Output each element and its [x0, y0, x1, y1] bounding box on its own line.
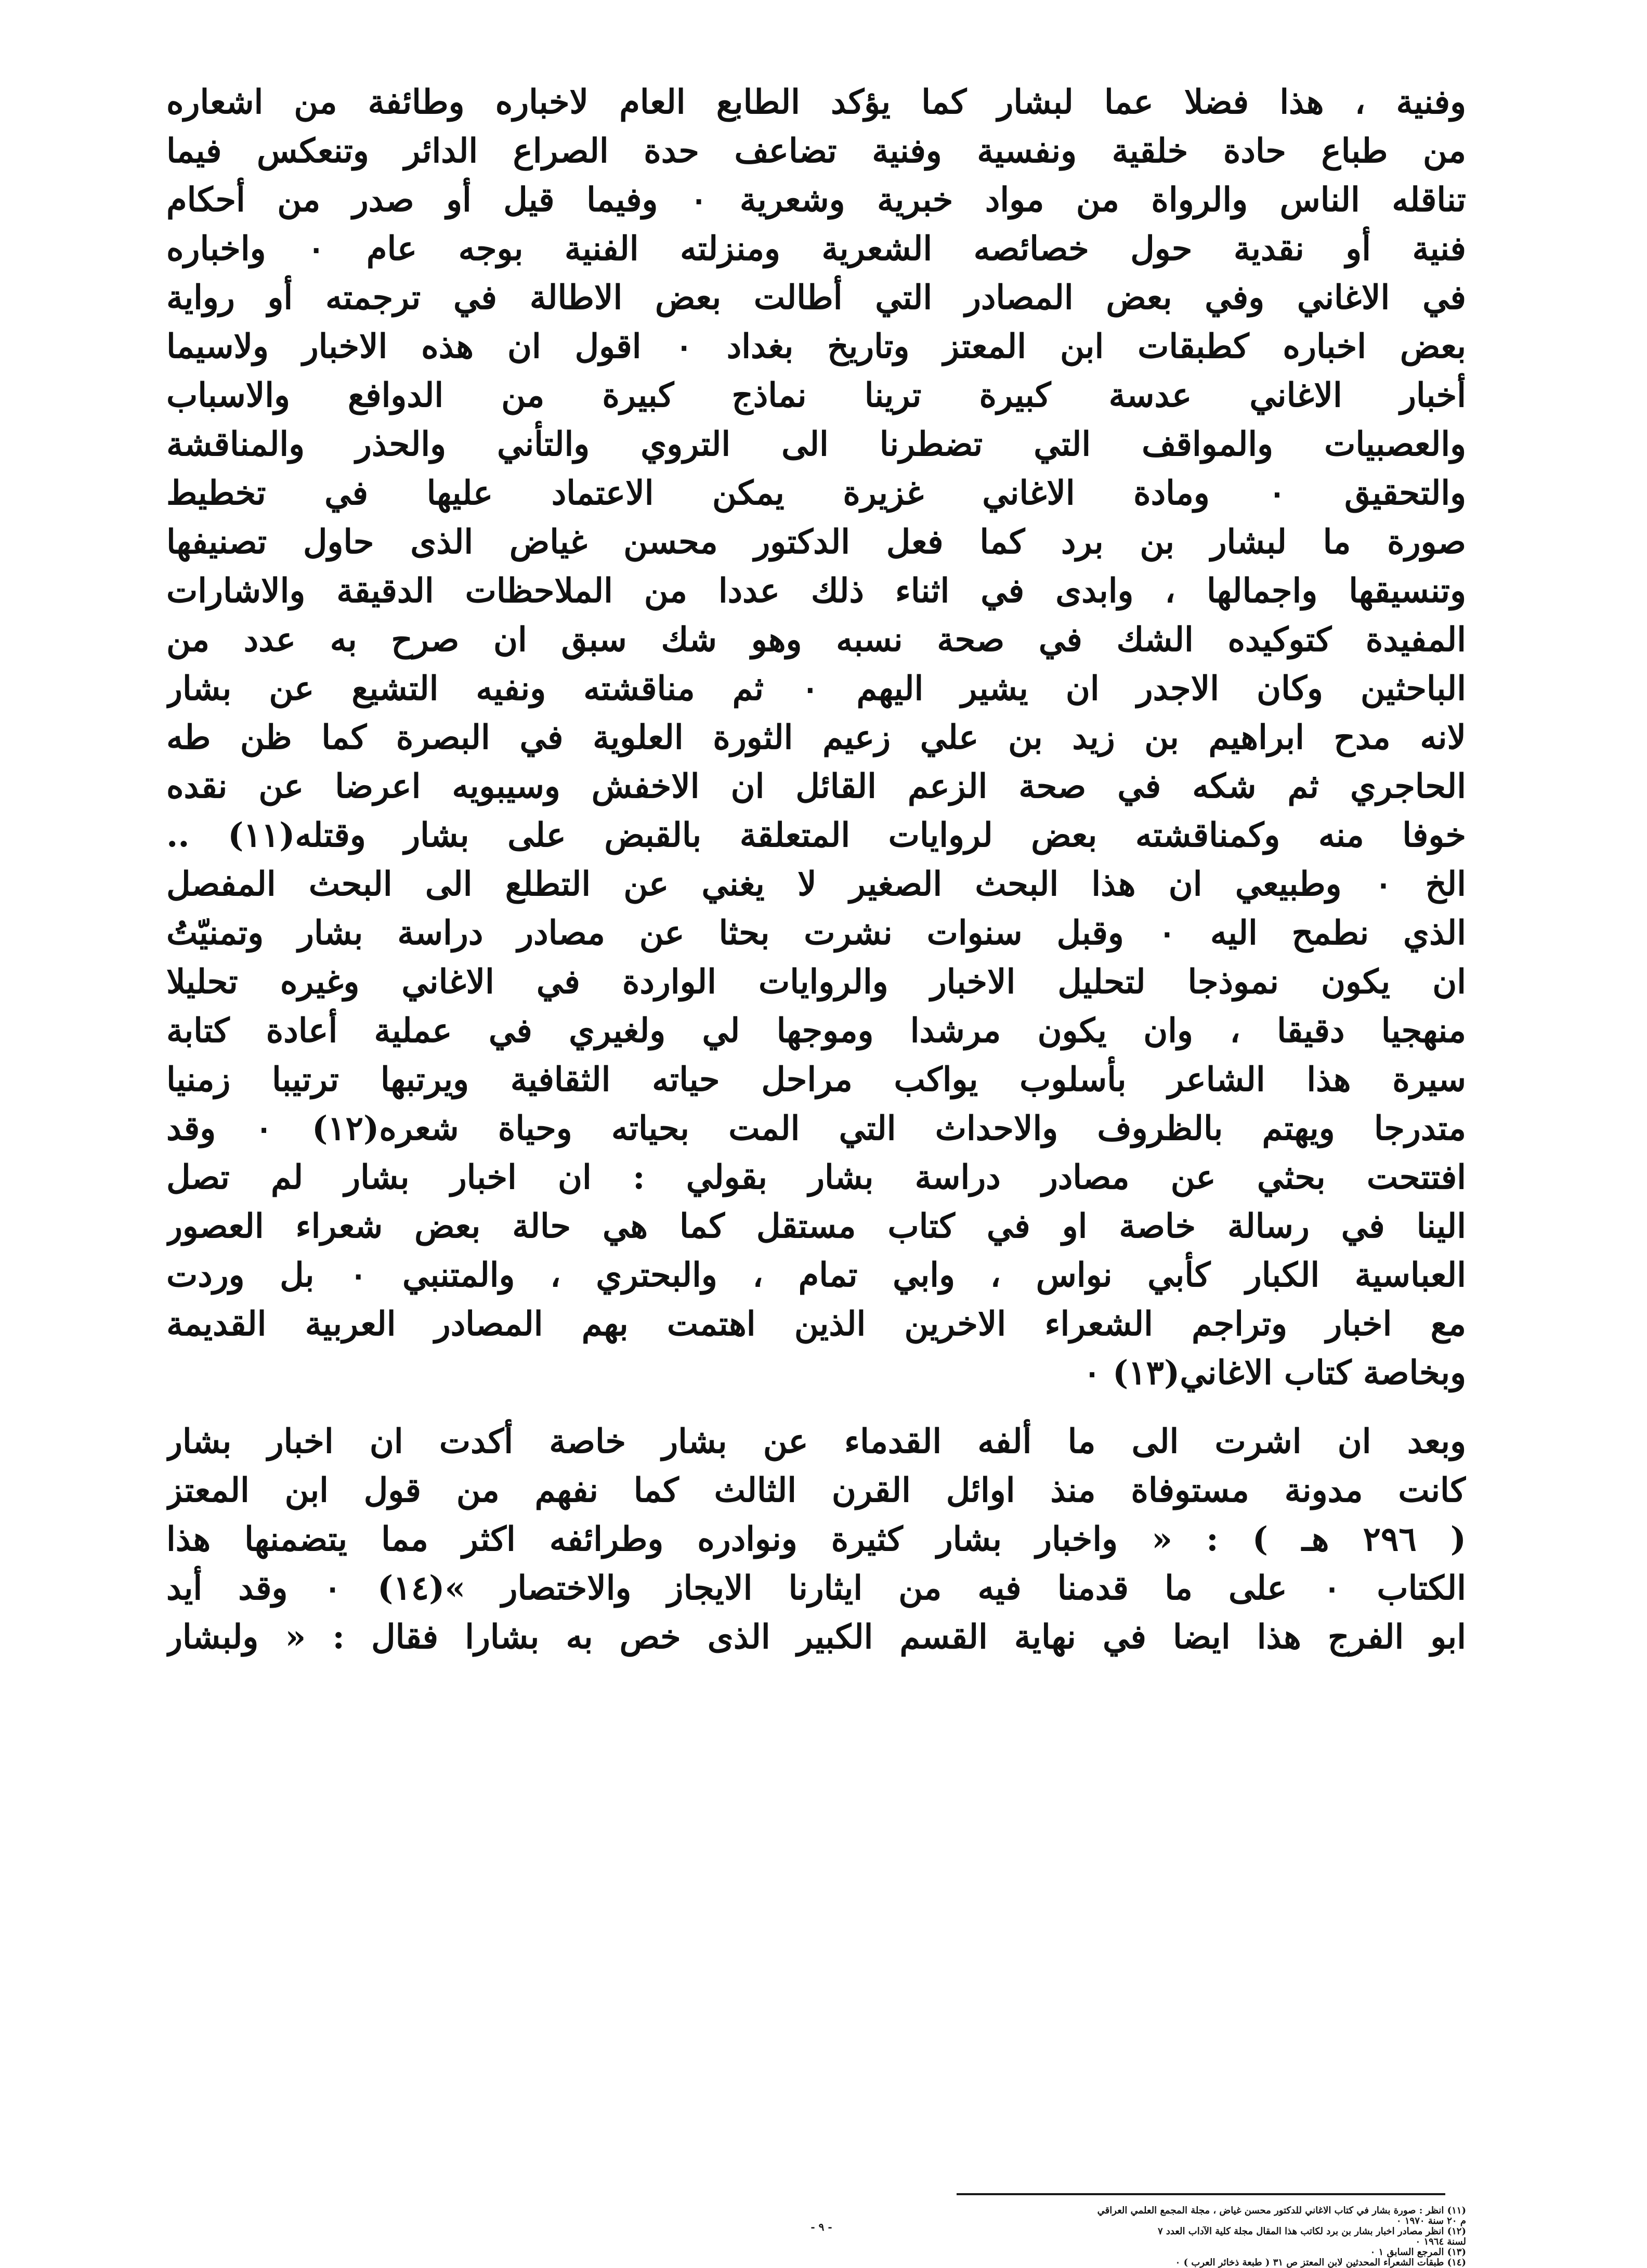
footnote-divider: [957, 2193, 1445, 2195]
text-line: وفنية ، هذا فضلا عما لبشار كما يؤكد الطابع العام لاخباره وطائفة من اشعاره: [166, 83, 1466, 122]
text-line: في الاغاني وفي بعض المصادر التي أطالت بعض الاطالة في ترجمته أو رواية: [166, 278, 1466, 317]
text-line: المفيدة كتوكيده الشك في صحة نسبه وهو شك سبق ان صرح به عدد من: [166, 620, 1466, 659]
footnote-line: لسنة ١٩٦٤ ٠: [1415, 2237, 1466, 2247]
text-line: من طباع حادة خلقية ونفسية وفنية تضاعف حدة الصراع الدائر وتنعكس فيما: [166, 132, 1466, 171]
text-line: صورة ما لبشار بن برد كما فعل الدكتور محسن غياض الذى حاول تصنيفها: [166, 523, 1466, 562]
footnote-line: (١٢) انظر مصادر اخبار بشار بن برد لكاتب هذا المقال مجلة كلية الآداب العدد ٧: [1157, 2226, 1466, 2237]
page-number: - ٩ -: [811, 2221, 832, 2233]
text-line: وتنسيقها واجمالها ، وابدى في اثناء ذلك عددا من الملاحظات الدقيقة والاشارات: [166, 571, 1466, 610]
text-line: سيرة هذا الشاعر بأسلوب يواكب مراحل حياته الثقافية ويرتبها ترتيبا زمنيا: [166, 1060, 1466, 1099]
text-line: وبخاصة كتاب الاغاني(١٣) ٠: [1083, 1353, 1466, 1392]
text-line: الذي نطمح اليه ٠ وقبل سنوات نشرت بحثا عن مصادر دراسة بشار وتمنيّتُ: [166, 914, 1466, 953]
text-line: وبعد ان اشرت الى ما ألفه القدماء عن بشار خاصة أكدت ان اخبار بشار: [166, 1422, 1466, 1461]
text-line: تناقله الناس والرواة من مواد خبرية وشعرية ٠ وفيما قيل أو صدر من أحكام: [166, 180, 1466, 219]
text-line: مع اخبار وتراجم الشعراء الاخرين الذين اهتمت بهم المصادر العربية القديمة: [166, 1305, 1466, 1344]
footnote-line: م ٢٠ سنة ١٩٧٠ ٠: [1396, 2216, 1466, 2226]
paragraph-gap: [166, 1398, 1466, 1417]
text-line: والتحقيق ٠ ومادة الاغاني غزيرة يمكن الاعتماد عليها في تخطيط: [166, 474, 1466, 513]
text-line: أخبار الاغاني عدسة كبيرة ترينا نماذج كبيرة من الدوافع والاسباب: [166, 376, 1466, 415]
footnotes: [166, 2206, 1466, 2268]
text-line: خوفا منه وكمناقشته بعض لروايات المتعلقة بالقبض على بشار وقتله(١١) ..: [166, 816, 1466, 855]
body-text: [166, 78, 1466, 1662]
text-line: كانت مدونة مستوفاة منذ اوائل القرن الثالث كما نفهم من قول ابن المعتز: [166, 1471, 1466, 1510]
text-line: ( ٢٩٦ هـ ) : « واخبار بشار كثيرة ونوادره وطرائفه اكثر مما يتضمنها هذا: [166, 1520, 1466, 1559]
text-line: منهجيا دقيقا ، وان يكون مرشدا وموجها لي ولغيري في عملية أعادة كتابة: [166, 1011, 1466, 1050]
text-line: الخ ٠ وطبيعي ان هذا البحث الصغير لا يغني عن التطلع الى البحث المفصل: [166, 865, 1466, 904]
text-line: الكتاب ٠ على ما قدمنا فيه من ايثارنا الايجاز والاختصار »(١٤) ٠ وقد أيد: [166, 1569, 1466, 1608]
text-line: ابو الفرج هذا ايضا في نهاية القسم الكبير الذى خص به بشارا فقال : « ولبشار: [166, 1618, 1466, 1657]
footnote-line: (١١) انظر : صورة بشار في كتاب الاغاني للدكتور محسن غياض ، مجلة المجمع العلمي العراقي: [1097, 2206, 1466, 2216]
text-line: متدرجا ويهتم بالظروف والاحداث التي المت بحياته وحياة شعره(١٢) ٠ وقد: [166, 1109, 1466, 1148]
text-line: لانه مدح ابراهيم بن زيد بن علي زعيم الثورة العلوية في البصرة كما ظن طه: [166, 718, 1466, 757]
text-line: العباسية الكبار كأبي نواس ، وابي تمام ، والبحتري ، والمتنبي ٠ بل وردت: [166, 1256, 1466, 1295]
footnote-line: (١٣) المرجع السابق ١ ٠: [1370, 2247, 1466, 2258]
text-line: والعصبيات والمواقف التي تضطرنا الى التروي والتأني والحذر والمناقشة: [166, 425, 1466, 464]
text-line: الحاجري ثم شكه في صحة الزعم القائل ان الاخفش وسيبويه اعرضا عن نقده: [166, 767, 1466, 806]
text-line: ان يكون نموذجا لتحليل الاخبار والروايات الواردة في الاغاني وغيره تحليلا: [166, 962, 1466, 1001]
text-line: افتتحت بحثي عن مصادر دراسة بشار بقولي : ان اخبار بشار لم تصل: [166, 1158, 1466, 1197]
text-line: الباحثين وكان الاجدر ان يشير اليهم ٠ ثم مناقشته ونفيه التشيع عن بشار: [166, 669, 1466, 708]
text-line: الينا في رسالة خاصة او في كتاب مستقل كما هي حالة بعض شعراء العصور: [166, 1207, 1466, 1246]
text-line: بعض اخباره كطبقات ابن المعتز وتاريخ بغداد ٠ اقول ان هذه الاخبار ولاسيما: [166, 327, 1466, 366]
text-line: فنية أو نقدية حول خصائصه الشعرية ومنزلته الفنية بوجه عام ٠ واخباره: [166, 229, 1466, 268]
footnote-line: (١٤) طبقات الشعراء المحدثين لابن المعتز ص ٣١ ( طبعة ذخائر العرب ) ٠: [1175, 2258, 1466, 2268]
